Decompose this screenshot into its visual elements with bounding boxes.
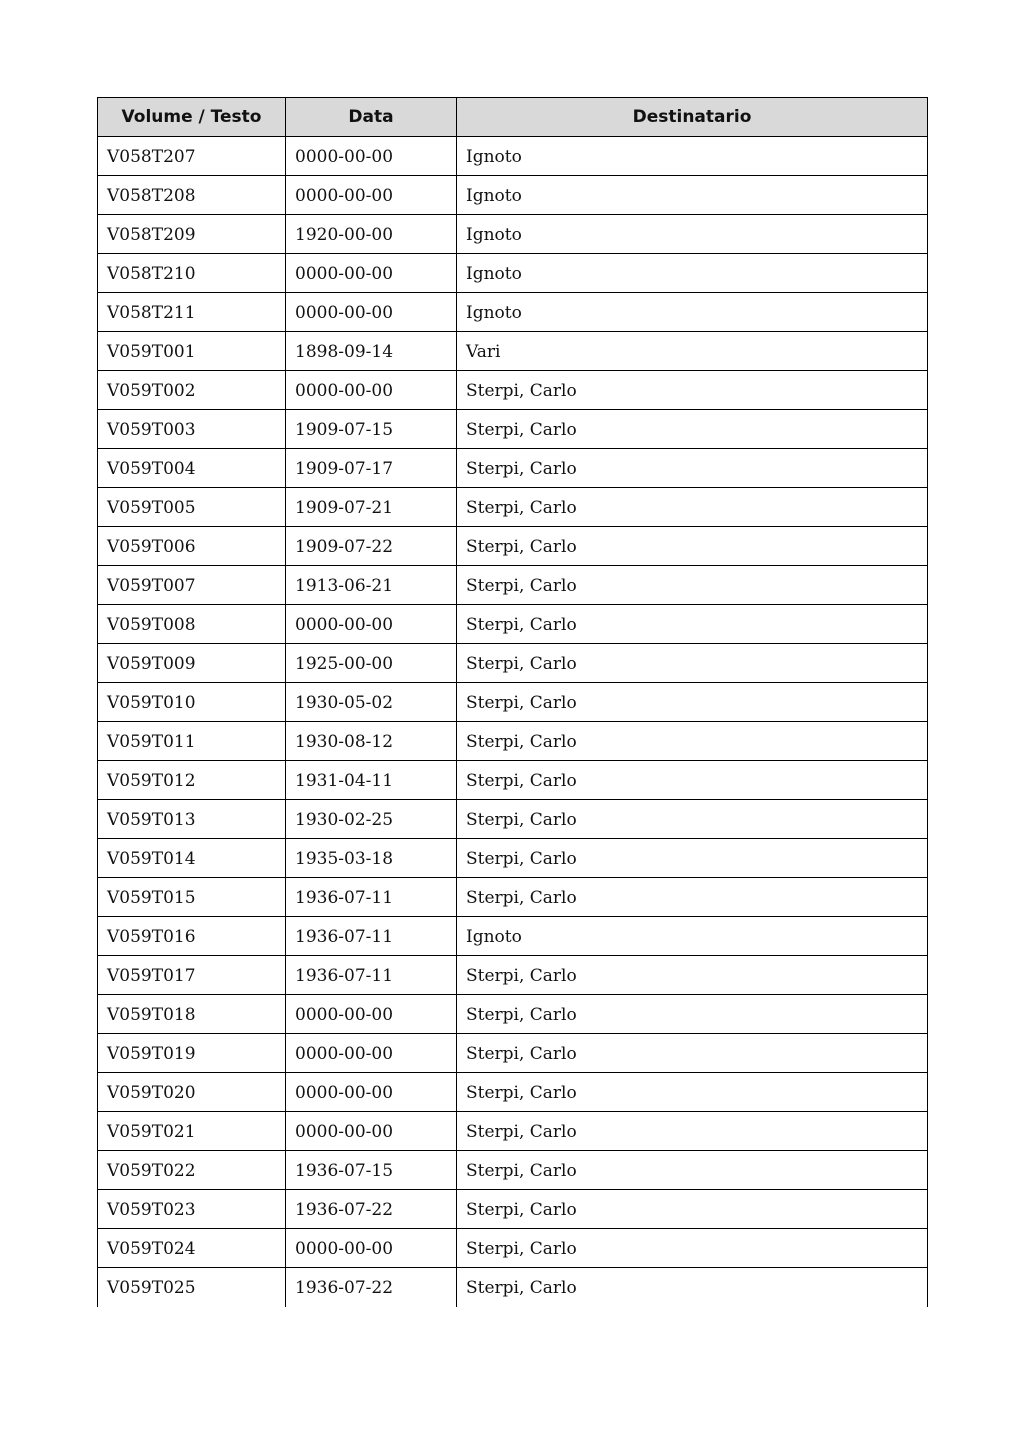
table-row	[98, 722, 928, 761]
table-row	[98, 1229, 928, 1268]
cell-destinatario: Sterpi, Carlo	[457, 683, 928, 722]
cell-data: 0000-00-00	[286, 176, 457, 215]
cell-volume-testo: V059T017	[98, 956, 286, 995]
table-row	[98, 956, 928, 995]
cell-data: 1935-03-18	[286, 839, 457, 878]
cell-destinatario: Sterpi, Carlo	[457, 1268, 928, 1307]
column-header-data: Data	[286, 98, 457, 137]
table-row	[98, 527, 928, 566]
cell-data: 1909-07-15	[286, 410, 457, 449]
table-row	[98, 488, 928, 527]
cell-destinatario: Sterpi, Carlo	[457, 644, 928, 683]
cell-destinatario: Sterpi, Carlo	[457, 488, 928, 527]
cell-destinatario: Sterpi, Carlo	[457, 722, 928, 761]
cell-data: 0000-00-00	[286, 995, 457, 1034]
cell-destinatario: Sterpi, Carlo	[457, 800, 928, 839]
table-header	[98, 98, 928, 137]
cell-destinatario: Sterpi, Carlo	[457, 410, 928, 449]
cell-destinatario: Sterpi, Carlo	[457, 1229, 928, 1268]
cell-data: 0000-00-00	[286, 1034, 457, 1073]
cell-volume-testo: V059T025	[98, 1268, 286, 1307]
table-row	[98, 839, 928, 878]
cell-volume-testo: V058T209	[98, 215, 286, 254]
cell-destinatario: Ignoto	[457, 215, 928, 254]
table-row	[98, 1268, 928, 1307]
table-row	[98, 371, 928, 410]
cell-volume-testo: V059T018	[98, 995, 286, 1034]
table-row	[98, 566, 928, 605]
cell-destinatario: Sterpi, Carlo	[457, 371, 928, 410]
table-row	[98, 1073, 928, 1112]
table-row	[98, 176, 928, 215]
cell-data: 0000-00-00	[286, 254, 457, 293]
table-row	[98, 917, 928, 956]
cell-volume-testo: V059T001	[98, 332, 286, 371]
cell-volume-testo: V059T024	[98, 1229, 286, 1268]
cell-data: 0000-00-00	[286, 293, 457, 332]
table-row	[98, 1190, 928, 1229]
cell-volume-testo: V059T012	[98, 761, 286, 800]
cell-destinatario: Sterpi, Carlo	[457, 1112, 928, 1151]
table-row	[98, 215, 928, 254]
cell-destinatario: Ignoto	[457, 137, 928, 176]
header-row	[98, 98, 928, 137]
cell-destinatario: Sterpi, Carlo	[457, 995, 928, 1034]
cell-destinatario: Sterpi, Carlo	[457, 566, 928, 605]
cell-volume-testo: V059T015	[98, 878, 286, 917]
cell-volume-testo: V059T020	[98, 1073, 286, 1112]
table-row	[98, 995, 928, 1034]
cell-data: 1909-07-21	[286, 488, 457, 527]
cell-volume-testo: V059T011	[98, 722, 286, 761]
table-row	[98, 1112, 928, 1151]
cell-volume-testo: V059T007	[98, 566, 286, 605]
table-body	[98, 137, 928, 1307]
cell-destinatario: Sterpi, Carlo	[457, 1034, 928, 1073]
table-row	[98, 1151, 928, 1190]
cell-data: 1920-00-00	[286, 215, 457, 254]
cell-destinatario: Vari	[457, 332, 928, 371]
cell-volume-testo: V058T208	[98, 176, 286, 215]
table-row	[98, 332, 928, 371]
cell-destinatario: Ignoto	[457, 293, 928, 332]
cell-destinatario: Ignoto	[457, 917, 928, 956]
cell-destinatario: Sterpi, Carlo	[457, 839, 928, 878]
table-row	[98, 761, 928, 800]
cell-destinatario: Sterpi, Carlo	[457, 956, 928, 995]
cell-volume-testo: V059T019	[98, 1034, 286, 1073]
cell-volume-testo: V059T021	[98, 1112, 286, 1151]
cell-volume-testo: V059T003	[98, 410, 286, 449]
cell-data: 1936-07-11	[286, 878, 457, 917]
cell-data: 0000-00-00	[286, 1112, 457, 1151]
cell-volume-testo: V059T016	[98, 917, 286, 956]
table-row	[98, 683, 928, 722]
cell-data: 1930-08-12	[286, 722, 457, 761]
cell-destinatario: Sterpi, Carlo	[457, 1073, 928, 1112]
table-row	[98, 644, 928, 683]
cell-volume-testo: V059T004	[98, 449, 286, 488]
cell-data: 1909-07-17	[286, 449, 457, 488]
cell-volume-testo: V059T006	[98, 527, 286, 566]
cell-destinatario: Sterpi, Carlo	[457, 527, 928, 566]
cell-volume-testo: V059T010	[98, 683, 286, 722]
cell-destinatario: Ignoto	[457, 254, 928, 293]
letters-table	[97, 97, 928, 1307]
cell-destinatario: Ignoto	[457, 176, 928, 215]
column-header-volume-testo: Volume / Testo	[98, 98, 286, 137]
cell-volume-testo: V059T023	[98, 1190, 286, 1229]
cell-volume-testo: V059T022	[98, 1151, 286, 1190]
cell-volume-testo: V059T013	[98, 800, 286, 839]
cell-destinatario: Sterpi, Carlo	[457, 1190, 928, 1229]
cell-data: 1936-07-15	[286, 1151, 457, 1190]
column-header-destinatario: Destinatario	[457, 98, 928, 137]
table-row	[98, 605, 928, 644]
cell-destinatario: Sterpi, Carlo	[457, 1151, 928, 1190]
cell-data: 1931-04-11	[286, 761, 457, 800]
cell-data: 1936-07-11	[286, 956, 457, 995]
table-row	[98, 254, 928, 293]
table-row	[98, 1034, 928, 1073]
cell-data: 0000-00-00	[286, 1229, 457, 1268]
cell-data: 1936-07-11	[286, 917, 457, 956]
cell-volume-testo: V058T210	[98, 254, 286, 293]
cell-volume-testo: V059T005	[98, 488, 286, 527]
cell-data: 0000-00-00	[286, 1073, 457, 1112]
table-row	[98, 293, 928, 332]
cell-data: 0000-00-00	[286, 137, 457, 176]
cell-data: 0000-00-00	[286, 371, 457, 410]
cell-data: 1936-07-22	[286, 1268, 457, 1307]
cell-data: 1925-00-00	[286, 644, 457, 683]
cell-volume-testo: V059T014	[98, 839, 286, 878]
table-row	[98, 137, 928, 176]
cell-data: 1898-09-14	[286, 332, 457, 371]
cell-volume-testo: V059T009	[98, 644, 286, 683]
table-row	[98, 800, 928, 839]
cell-destinatario: Sterpi, Carlo	[457, 878, 928, 917]
cell-volume-testo: V058T211	[98, 293, 286, 332]
cell-destinatario: Sterpi, Carlo	[457, 605, 928, 644]
cell-destinatario: Sterpi, Carlo	[457, 761, 928, 800]
cell-data: 1930-02-25	[286, 800, 457, 839]
cell-data: 1930-05-02	[286, 683, 457, 722]
table-row	[98, 878, 928, 917]
table-row	[98, 410, 928, 449]
cell-volume-testo: V058T207	[98, 137, 286, 176]
cell-destinatario: Sterpi, Carlo	[457, 449, 928, 488]
cell-volume-testo: V059T002	[98, 371, 286, 410]
cell-data: 1913-06-21	[286, 566, 457, 605]
cell-data: 0000-00-00	[286, 605, 457, 644]
cell-volume-testo: V059T008	[98, 605, 286, 644]
cell-data: 1936-07-22	[286, 1190, 457, 1229]
cell-data: 1909-07-22	[286, 527, 457, 566]
table-row	[98, 449, 928, 488]
